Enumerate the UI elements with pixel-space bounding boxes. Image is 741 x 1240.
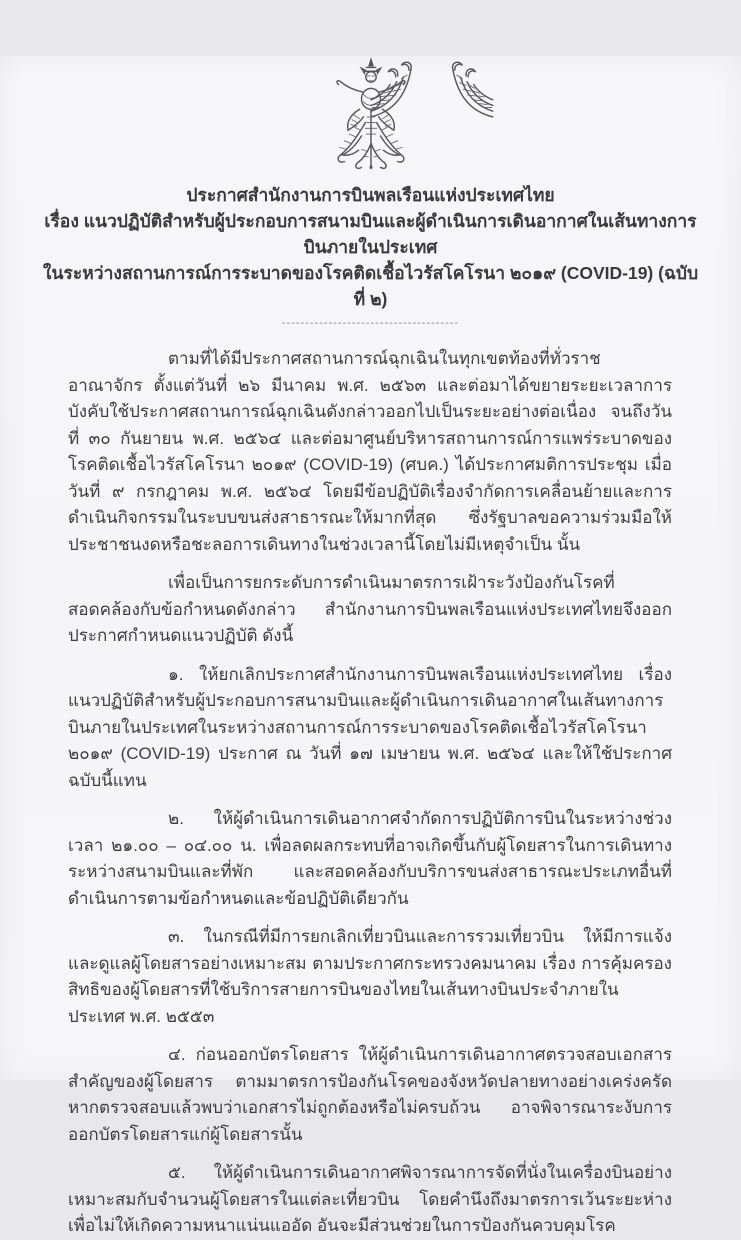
title-line-2: เรื่อง แนวปฏิบัติสำหรับผู้ประกอบการสนามบินและผู้ดำเนินการเดินอากาศในเส้นทางการบินภายในประเทศ: [44, 211, 697, 257]
document-page: [0, 56, 741, 1235]
title-separator: --------------------------------------: [281, 317, 460, 329]
clause-3-cancellations: ๓. ในกรณีที่มีการยกเลิกเที่ยวบินและการรวมเที่ยวบิน ให้มีการแจ้งและดูแลผู้โดยสารอย่างเหมาะสม ตามประกาศกระทรวงคมนาคม เรื่อง การคุ้มครองสิทธิของผู้โดยสารที่ใช้บริการสายการบินของไทยในเส้นทางบินประจำภายในประเทศ พ.ศ. ๒๕๕๓: [68, 927, 672, 1026]
clause-5-seating: ๕. ให้ผู้ดำเนินการเดินอากาศพิจารณาการจัดที่นั่งในเครื่องบินอย่างเหมาะสมกับจำนวนผู้โดยสารในแต่ละเที่ยวบิน โดยคำนึงถึงมาตรการเว้นระยะห่างเพื่อไม่ให้เกิดความหนาแน่นแออัด อันจะมีส่วนช่วยในการป้องกันควบคุมโรค: [68, 1163, 672, 1235]
clause-2-flight-curfew: ๒. ให้ผู้ดำเนินการเดินอากาศจำกัดการปฏิบัติการบินในระหว่างช่วงเวลา ๒๑.๐๐ – ๐๔.๐๐ น. เพื่อลดผลกระทบที่อาจเกิดขึ้นกับผู้โดยสารในการเดินทางระหว่างสนามบินและที่พัก และสอดคล้องกับบริการขนส่งสาธารณะประเภทอื่นที่ดำเนินการตามข้อกำหนดและข้อปฏิบัติเดียวกัน: [68, 809, 672, 908]
document-body: [68, 346, 672, 1240]
title-line-1: ประกาศสำนักงานการบินพลเรือนแห่งประเทศไทย: [186, 185, 555, 205]
title-line-3: ในระหว่างสถานการณ์การระบาดของโรคติดเชื้อไวรัสโคโรนา ๒๐๑๙ (COVID-19) (ฉบับที่ ๒): [42, 263, 699, 309]
paragraph-purpose: เพื่อเป็นการยกระดับการดำเนินมาตรการเฝ้าระวังป้องกันโรคที่สอดคล้องกับข้อกำหนดดังกล่าว สำนักงานการบินพลเรือนแห่งประเทศไทยจึงออกประกาศกำหนดแนวปฏิบัติ ดังนี้: [68, 573, 672, 645]
paragraph-preamble: ตามที่ได้มีประกาศสถานการณ์ฉุกเฉินในทุกเขตท้องที่ทั่วราชอาณาจักร ตั้งแต่วันที่ ๒๖ มีนาคม พ.ศ. ๒๕๖๓ และต่อมาได้ขยายระยะเวลาการบังคับใช้ประกาศสถานการณ์ฉุกเฉินดังกล่าวออกไปเป็นระยะอย่างต่อเนื่อง จนถึงวันที่ ๓๐ กันยายน พ.ศ. ๒๕๖๔ และต่อมาศูนย์บริหารสถานการณ์การแพร่ระบาดของโรคติดเชื้อไวรัสโคโรนา ๒๐๑๙ (COVID-19) (ศบค.) ได้ประกาศมติการประชุม เมื่อวันที่ ๙ กรกฎาคม พ.ศ. ๒๕๖๔ โดยมีข้อปฏิบัติเรื่องจำกัดการเคลื่อนย้ายและการดำเนินกิจกรรมในระบบขนส่งสาธารณะให้มากที่สุด ซึ่งรัฐบาลขอความร่วมมือให้ประชาชนงดหรือชะลอการเดินทางในช่วงเวลานี้โดยไม่มีเหตุจำเป็น นั้น: [68, 349, 672, 554]
clause-4-document-check: ๔. ก่อนออกบัตรโดยสาร ให้ผู้ดำเนินการเดินอากาศตรวจสอบเอกสารสำคัญของผู้โดยสาร ตามมาตรการป้องกันโรคของจังหวัดปลายทางอย่างเคร่งครัด หากตรวจสอบแล้วพบว่าเอกสารไม่ถูกต้องหรือไม่ครบถ้วน อาจพิจารณาระงับการออกบัตรโดยสารแก่ผู้โดยสารนั้น: [68, 1045, 672, 1144]
garuda-emblem-icon: [304, 56, 438, 174]
document-title: [0, 180, 741, 312]
clause-1-revocation: ๑. ให้ยกเลิกประกาศสำนักงานการบินพลเรือนแห่งประเทศไทย เรื่อง แนวปฏิบัติสำหรับผู้ประกอบการสนามบินและผู้ดำเนินการเดินอากาศในเส้นทางการบินภายในประเทศในระหว่างสถานการณ์การระบาดของโรคติดเชื้อไวรัสโคโรนา ๒๐๑๙ (COVID-19) ประกาศ ณ วันที่ ๑๗ เมษายน พ.ศ. ๒๕๖๔ และให้ใช้ประกาศฉบับนี้แทน: [68, 664, 672, 790]
